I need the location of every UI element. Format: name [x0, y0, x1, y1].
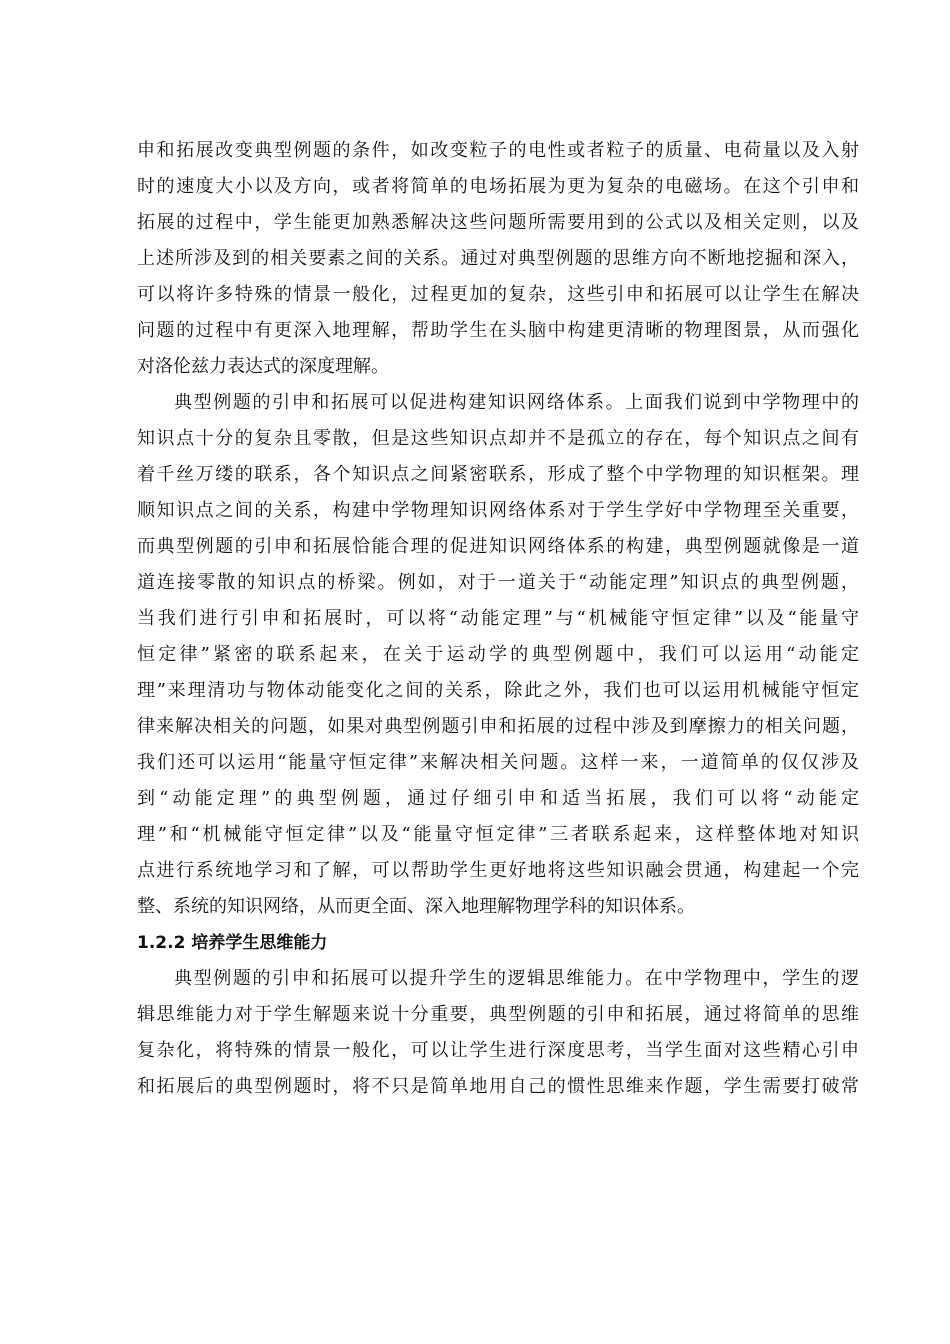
text-line: 恒定律”紧密的联系起来，在关于运动学的典型例题中，我们可以运用“动能定 — [137, 644, 859, 665]
text-line: 顺知识点之间的关系，构建中学物理知识网络体系对于学生学好中学物理至关重要， — [137, 500, 859, 521]
text-line: 复杂化，将特殊的情景一般化，可以让学生进行深度思考，当学生面对这些精心引申 — [137, 1040, 859, 1061]
text-line: 知识点十分的复杂且零散，但是这些知识点却并不是孤立的存在，每个知识点之间有 — [137, 428, 859, 449]
paragraph-electromagnetism — [137, 133, 859, 385]
paragraph-thinking-ability — [137, 961, 859, 1105]
text-line: 和拓展后的典型例题时，将不只是简单地用自己的惯性思维来作题，学生需要打破常 — [137, 1076, 859, 1097]
section-heading: 1.2.2 培养学生思维能力 — [137, 933, 328, 953]
paragraph-knowledge-network — [137, 385, 859, 925]
text-line: 到“动能定理”的典型例题，通过仔细引申和适当拓展，我们可以将“动能定 — [137, 788, 859, 809]
text-line: 当我们进行引申和拓展时，可以将“动能定理”与“机械能守恒定律”以及“能量守 — [137, 608, 859, 629]
text-line: 上述所涉及到的相关要素之间的关系。通过对典型例题的思维方向不断地挖掘和深入， — [137, 248, 859, 269]
text-line: 理”和“机械能守恒定律”以及“能量守恒定律”三者联系起来，这样整体地对知识 — [137, 824, 859, 845]
text-line: 问题的过程中有更深入地理解，帮助学生在头脑中构建更清晰的物理图景，从而强化 — [137, 320, 859, 341]
text-line: 着千丝万缕的联系，各个知识点之间紧密联系，形成了整个中学物理的知识框架。理 — [137, 464, 859, 485]
text-line: 而典型例题的引申和拓展恰能合理的促进知识网络体系的构建，典型例题就像是一道 — [137, 536, 859, 557]
text-line: 点进行系统地学习和了解，可以帮助学生更好地将这些知识融会贯通，构建起一个完 — [137, 860, 859, 881]
text-line: 典型例题的引申和拓展可以提升学生的逻辑思维能力。在中学物理中，学生的逻 — [174, 968, 859, 989]
text-line: 理”来理清功与物体动能变化之间的关系，除此之外，我们也可以运用机械能守恒定 — [137, 680, 859, 701]
document-body — [137, 133, 859, 1105]
text-line: 典型例题的引申和拓展可以促进构建知识网络体系。上面我们说到中学物理中的 — [174, 392, 859, 413]
text-line: 律来解决相关的问题，如果对典型例题引申和拓展的过程中涉及到摩擦力的相关问题， — [137, 716, 859, 737]
text-line: 整、系统的知识网络，从而更全面、深入地理解物理学科的知识体系。 — [137, 896, 695, 917]
text-line: 拓展的过程中，学生能更加熟悉解决这些问题所需要用到的公式以及相关定则，以及 — [137, 212, 859, 233]
text-line: 申和拓展改变典型例题的条件，如改变粒子的电性或者粒子的质量、电荷量以及入射 — [137, 140, 859, 161]
text-line: 道连接零散的知识点的桥梁。例如，对于一道关于“动能定理”知识点的典型例题， — [137, 572, 859, 593]
text-line: 辑思维能力对于学生解题来说十分重要，典型例题的引申和拓展，通过将简单的思维 — [137, 1004, 859, 1025]
text-line: 对洛伦兹力表达式的深度理解。 — [137, 356, 389, 377]
text-line: 时的速度大小以及方向，或者将简单的电场拓展为更为复杂的电磁场。在这个引申和 — [137, 176, 859, 197]
text-line: 可以将许多特殊的情景一般化，过程更加的复杂，这些引申和拓展可以让学生在解决 — [137, 284, 859, 305]
text-line: 我们还可以运用“能量守恒定律”来解决相关问题。这样一来，一道简单的仅仅涉及 — [137, 752, 859, 773]
